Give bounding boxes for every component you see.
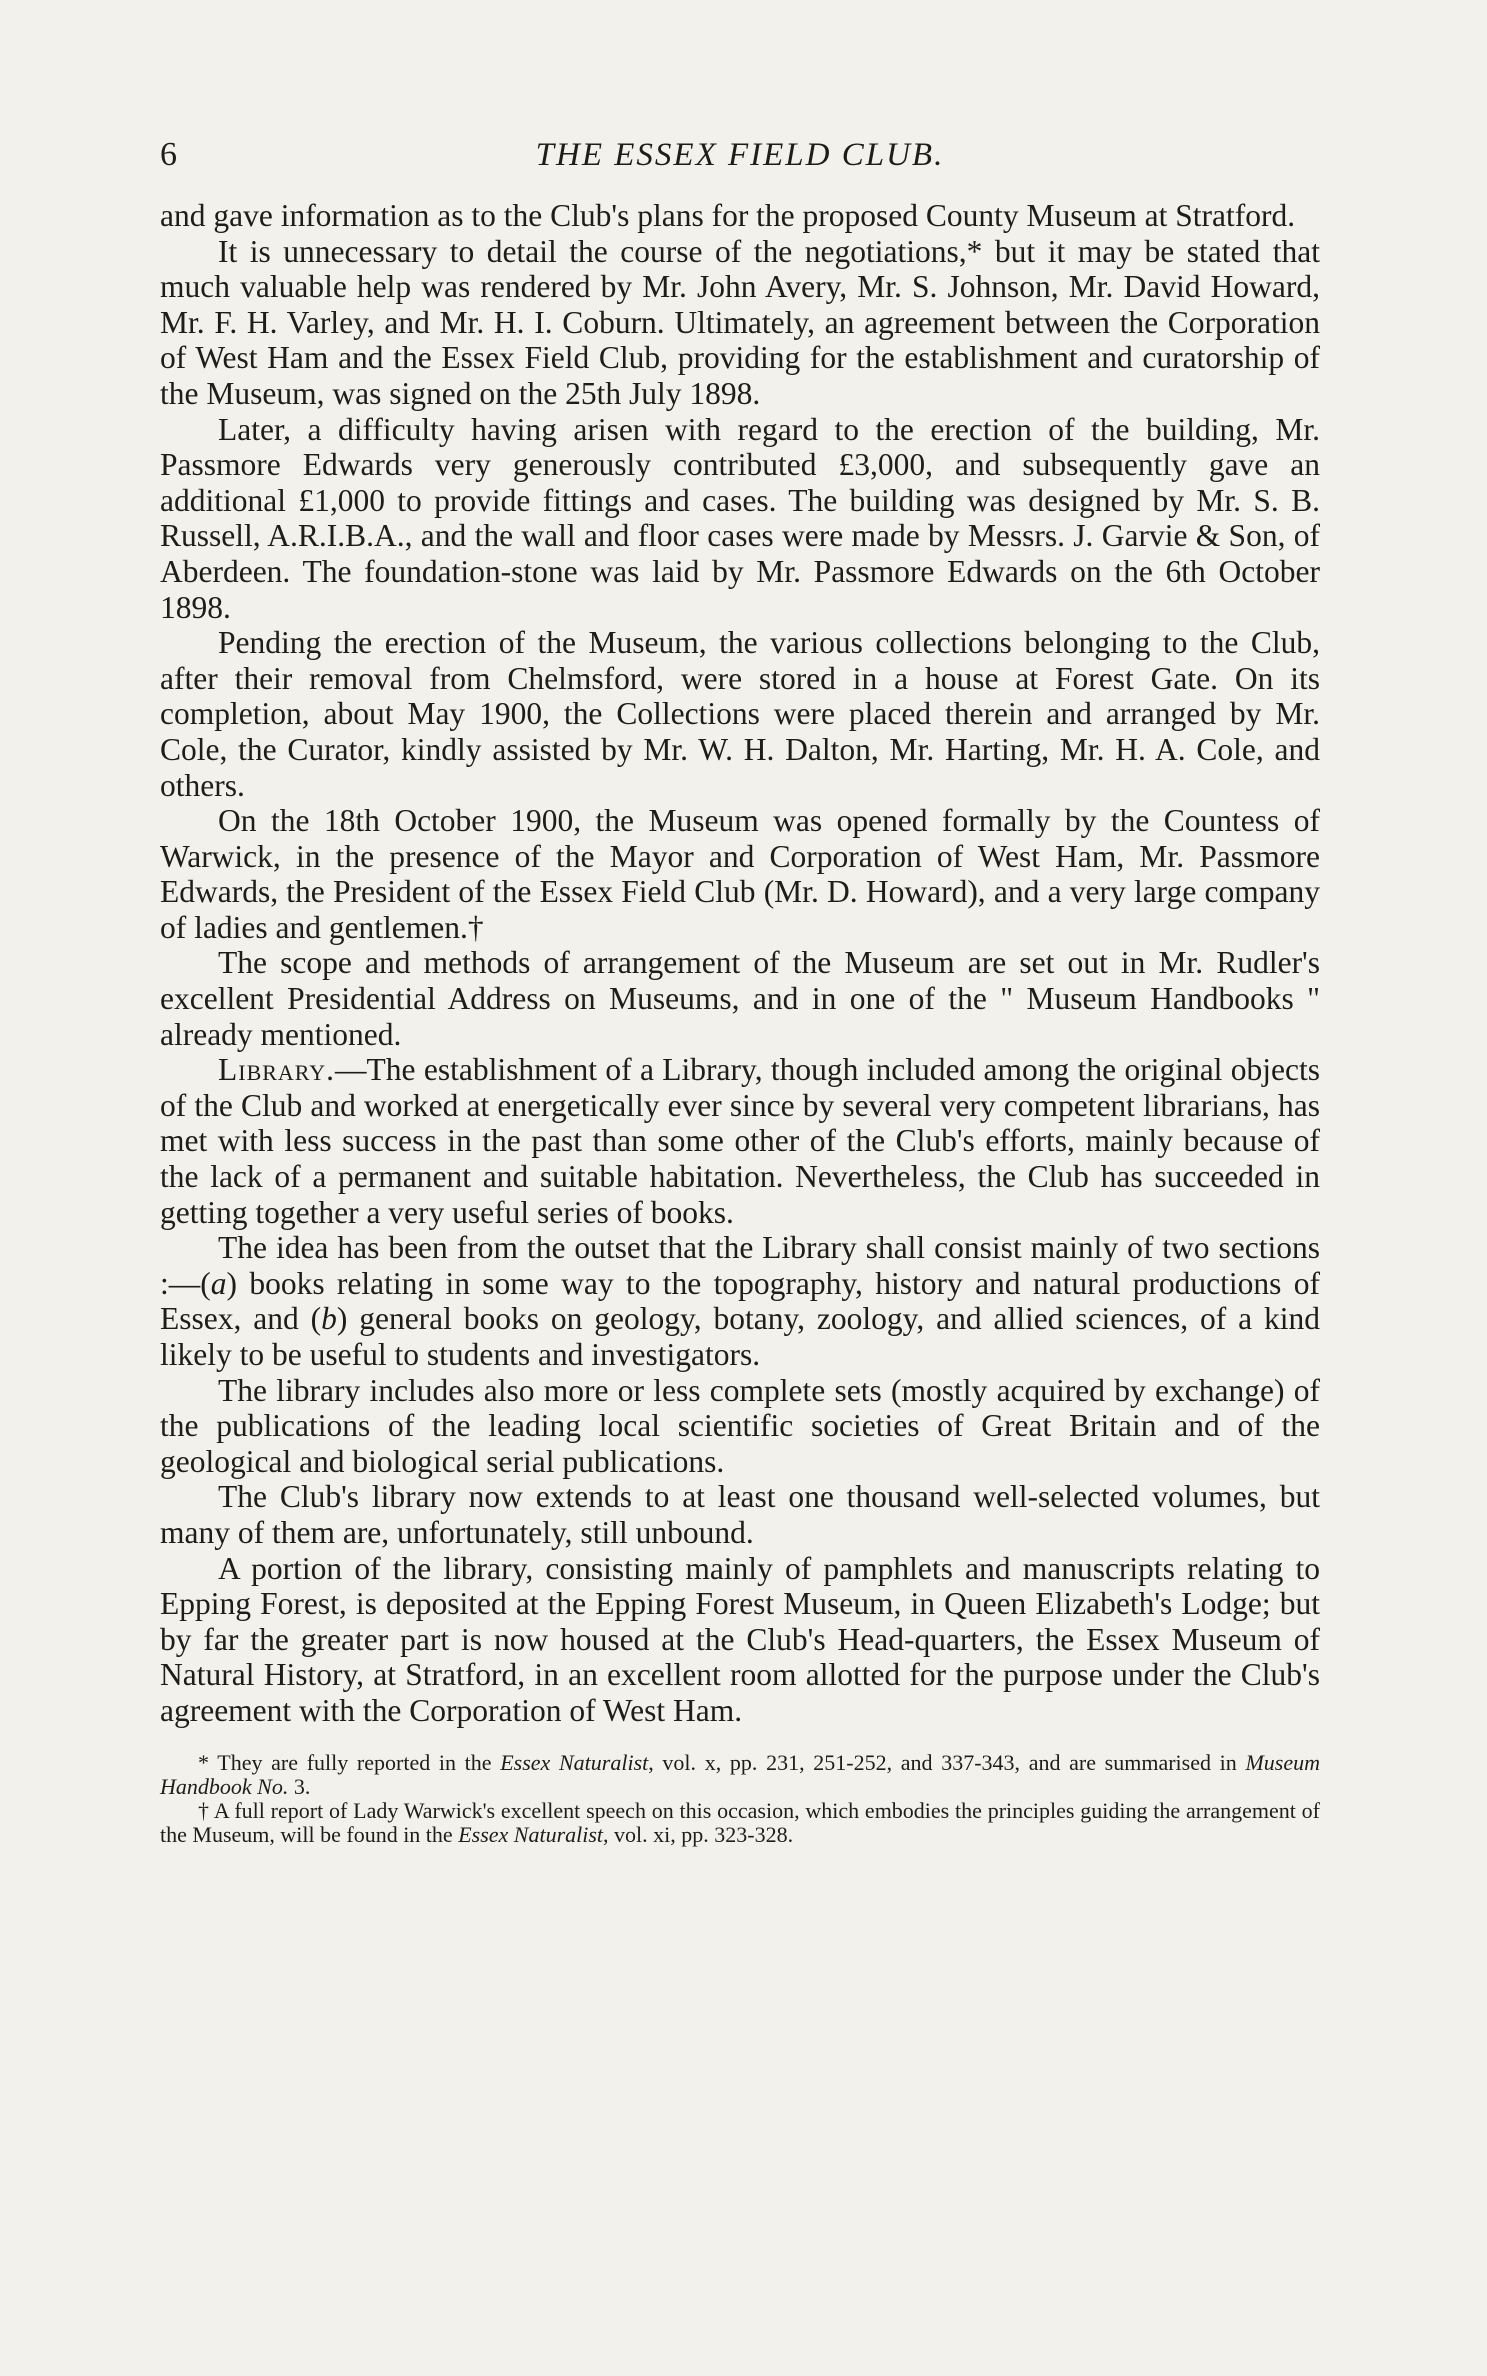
footnote-asterisk — [160, 1751, 1320, 1799]
paragraph-collections: Pending the erection of the Museum, the various collections belonging to the Club, after their removal from Chelmsford, were stored in a house at Forest Gate. On its completion, about May 1900, the Collections were placed therein and arranged by Mr. Cole, the Curator, kindly assisted by Mr. W. H. Dalton, Mr. Harting, Mr. H. A. Cole, and others. — [160, 625, 1320, 803]
footnote-2-end: , vol. xi, pp. 323-328. — [603, 1821, 794, 1847]
page-number: 6 — [160, 136, 177, 173]
footnote-1-journal: Essex Naturalist — [500, 1749, 649, 1775]
paragraph-scope: The scope and methods of arrangement of the Museum are set out in Mr. Rudler's excellent Presidential Address on Museums, and in one of the " Museum Handbooks " already mentioned. — [160, 945, 1320, 1052]
library-text: —The establishment of a Library, though included among the original objects of the Club and worked at energetically ever since by several very competent librarians, has met with less success in the past than some other of the Club's efforts, mainly because of the lack of a permanent and suitable habitation. Nevertheless, the Club has succeeded in getting together a very useful series of books. — [160, 1052, 1320, 1230]
footnotes — [160, 1751, 1320, 1847]
paragraph-county-museum: and gave information as to the Club's plans for the proposed County Museum at Stratford. — [160, 198, 1296, 233]
footnote-1-end: 3. — [288, 1773, 311, 1799]
paragraph-library — [160, 1052, 1320, 1230]
paragraph-building: Later, a difficulty having arisen with regard to the erection of the building, Mr. Passmore Edwards very generously contributed £3,000, and subsequently gave an additional £1,000 to provide fittings and cases. The building was designed by Mr. S. B. Russell, A.R.I.B.A., and the wall and floor cases were made by Messrs. J. Garvie & Son, of Aberdeen. The foundation-stone was laid by Mr. Passmore Edwards on the 6th October 1898. — [160, 411, 1320, 625]
section-b-letter: b — [321, 1301, 337, 1337]
footnote-1-mid: , vol. x, pp. 231, 251-252, and 337-343, and are summarised in — [648, 1749, 1246, 1775]
page-header — [160, 130, 1320, 180]
sections-text-1: The idea has been from the outset that the Library shall consist mainly of two sections :—( — [160, 1230, 1320, 1301]
footnote-1-handbook: Museum Handbook No. — [160, 1749, 1320, 1799]
document-page — [160, 130, 1320, 1847]
paragraph-opening: On the 18th October 1900, the Museum was opened formally by the Countess of Warwick, in the presence of the Mayor and Corporation of West Ham, Mr. Passmore Edwards, the President of the Essex Field Club (Mr. D. Howard), and a very large company of ladies and gentlemen.† — [160, 803, 1320, 945]
sections-text-3: ) general books on geology, botany, zoology, and allied sciences, of a kind likely to be useful to students and investigators. — [160, 1301, 1320, 1372]
paragraph-negotiations: It is unnecessary to detail the course of the negotiations,* but it may be stated that much valuable help was rendered by Mr. John Avery, Mr. S. Johnson, Mr. David Howard, Mr. F. H. Varley, and Mr. H. I. Coburn. Ultimately, an agreement between the Corporation of West Ham and the Essex Field Club, providing for the establishment and curatorship of the Museum, was signed on the 25th July 1898. — [160, 233, 1320, 411]
sections-text-2: ) books relating in some way to the topography, history and natural productions of Essex, and ( — [160, 1265, 1320, 1337]
body-text — [160, 198, 1320, 1729]
footnote-2-journal: Essex Naturalist — [458, 1821, 604, 1847]
running-head: THE ESSEX FIELD CLUB. — [535, 137, 945, 173]
paragraph-library-housing: A portion of the library, consisting mainly of pamphlets and manuscripts relating to Epping Forest, is deposited at the Epping Forest Museum, in Queen Elizabeth's Lodge; but by far the greater part is now housed at the Club's Head-quarters, the Essex Museum of Natural History, at Stratford, in an excellent room allotted for the purpose under the Club's agreement with the Corporation of West Ham. — [160, 1550, 1320, 1728]
paragraph-library-volumes: The Club's library now extends to at least one thousand well-selected volumes, but many of them are, unfortunately, still unbound. — [160, 1479, 1320, 1550]
paragraph-library-sets: The library includes also more or less complete sets (mostly acquired by exchange) of the publications of the leading local scientific societies of Great Britain and of the geological and biological serial publications. — [160, 1372, 1320, 1479]
section-a-letter: a — [210, 1265, 227, 1301]
footnote-1-lead: * They are fully reported in the — [198, 1749, 501, 1775]
footnote-dagger — [160, 1799, 1320, 1847]
library-heading: Library. — [218, 1052, 336, 1088]
paragraph-library-sections — [160, 1230, 1320, 1372]
footnote-2-lead: † A full report of Lady Warwick's excellent speech on this occasion, which embodies the principles guiding the arrangement of the Museum, will be found in the — [160, 1797, 1320, 1847]
